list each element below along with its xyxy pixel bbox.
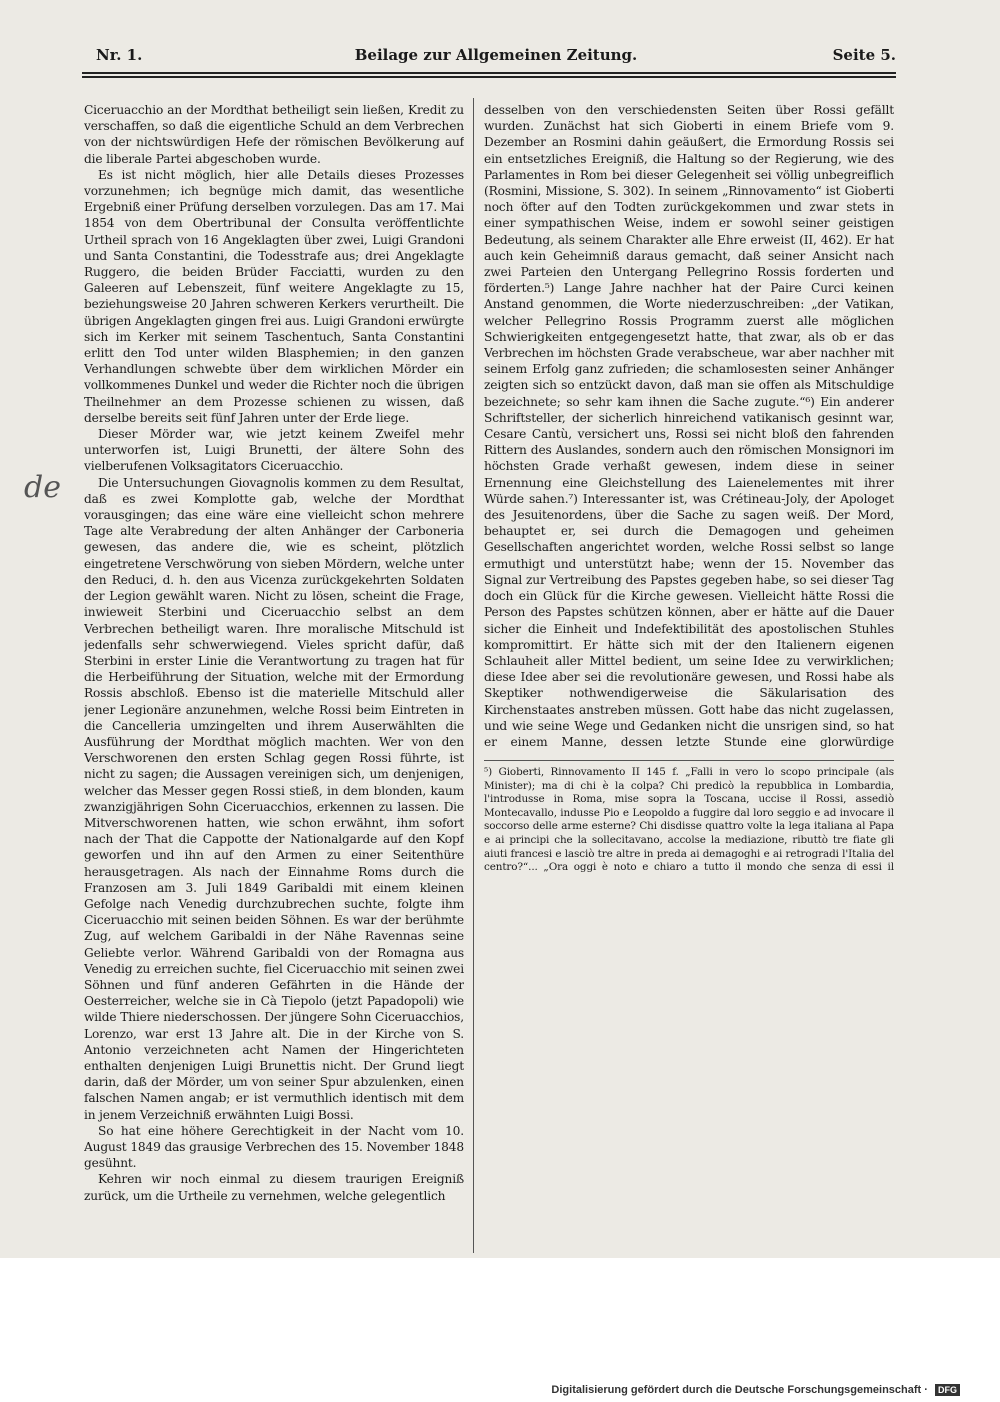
paragraph: desselben von den verschiedensten Seiten über Rossi gefällt wurden. Zunächst hat sich Gioberti in einem Briefe vom 9. Dezember an Rosmini dahin geäußert, die Ermordung Rossis sei ein entsetzliches Ereigniß, die Haltung so der Regierung, wie des Parlamentes in Rom bei dieser Gelegenheit sei völlig unbegreiflich (Rosmini, Missione, S. 302). In seinem „Rinnovamento“ ist Gioberti noch öfter auf den Todten zurückgekommen und zwar stets in einer sympathischen Weise, indem er sowohl seiner geistigen Bedeutung, als seinem Charakter alle Ehre erweist (II, 462). Er hat auch kein Geheimniß daraus gemacht, daß seiner Ansicht nach zwei Parteien den Untergang Pellegrino Rossis forderten und förderten.⁵) Lange Jahre nachher hat der Paire Curci keinen Anstand genommen, die Worte niederzuschreiben: „der Vatikan, welcher Pellegrino Rossis Programm zuerst alle möglichen Schwierigkeiten entgegengesetzt hatte, that zwar, als ob er das Verbrechen im höchsten Grade verabscheue, war aber nachher mit seinem Erfolg ganz zufrieden; die schamlosesten seiner Anhänger zeigten sich so entzückt davon, daß man sie offen als Mitschuldige bezeichnete; so sehr kam ihnen die Sache zugute.“⁶) Ein anderer Schriftsteller, der sicherlich hinreichend vatikanisch gesinnt war, Cesare Cantù, versichert uns, Rossi sei nicht bloß den fahrenden Rittern des Auslandes, sondern auch den römischen Monsignori im höchsten Grade verhaßt gewesen, indem diese in seiner Ernennung eine Gleichstellung des Laienelementes mit ihrer Würde sahen.⁷) Interessanter ist, was Crétineau-Joly, der Apologet des Jesuitenordens, über die Sache zu sagen weiß. Der Mord, behauptet er, sei durch die Demagogen und geheimen Gesellschaften angerichtet worden, welche Rossi selbst so lange ermuthigt und unterstützt habe; wenn der 15. November das Signal zur Vertreibung des Papstes gegeben habe, so sei dieser Tag doch ein Glück für die Kirche gewesen. Vielleicht hätte Rossi die Person des Papstes schützen können, aber er hätte auf die Dauer sicher die Einheit und Indefektibilität des apostolischen Stuhles kompromittirt. Er hätte sich mit der den Italienern eigenen Schlauheit aller Mittel bedient, um seine Idee zu verwirklichen; diese Idee aber sei die revolutionäre gewesen, und Rossi habe als Skeptiker nothwendigerweise die Säkularisation des Kirchenstaates anstreben müssen. Gott habe das nicht zugelassen, und wie seine Wege und Gedanken nicht die unsrigen sind, so hat er einem Manne, dessen letzte Stunde eine glorwürdige: [484, 103, 894, 749]
publication-title: Beilage zur Allgemeinen Zeitung.: [354, 46, 638, 64]
right-column: [484, 102, 894, 752]
paragraph: Dieser Mörder war, wie jetzt keinem Zweifel mehr unterworfen ist, Luigi Brunetti, der ältere Sohn des vielberufenen Volksagitators Ciceruacchio.: [84, 427, 464, 474]
page-number: Seite 5.: [832, 46, 896, 64]
left-column: [84, 102, 464, 1258]
header-rule-bottom: [82, 76, 896, 78]
dfg-logo: DFG: [935, 1384, 960, 1396]
issue-number: Nr. 1.: [96, 46, 143, 64]
running-header: [96, 46, 896, 70]
paragraph: Kehren wir noch einmal zu diesem traurigen Ereigniß zurück, um die Urtheile zu vernehmen, welche gelegentlich: [84, 1172, 464, 1203]
paragraph: Die Untersuchungen Giovagnolis kommen zu dem Resultat, daß es zwei Komplotte gab, welche der Mordthat vorausgingen; das eine wäre eine vielleicht schon mehrere Tage alte Verabredung der alten Anhänger der Carboneria gewesen, das andere die, wie es scheint, plötzlich eingetretene Verschwörung von sieben Mördern, welche unter den Reduci, d. h. den aus Vicenza zurückgekehrten Soldaten der Legion gewählt waren. Nicht zu lösen, scheint die Frage, inwieweit Sterbini und Ciceruacchio selbst an dem Verbrechen betheiligt waren. Ihre moralische Mitschuld ist jedenfalls sehr schwerwiegend. Vieles spricht dafür, daß Sterbini in erster Linie die Verantwortung zu tragen hat für die Herbeiführung der Situation, welche mit der Ermordung Rossis abschloß. Ebenso ist die materielle Mitschuld aller jener Legionäre anzunehmen, welche Rossi beim Eintreten in die Cancelleria umzingelten und ihrem Auserwählten die Ausführung der Mordthat möglich machten. Wer von den Verschworenen den ersten Schlag gegen Rossi führte, ist nicht zu sagen; die Aussagen vereinigen sich, um denjenigen, welcher das Messer gegen Rossi stieß, in dem blonden, kaum zwanzigjährigen Sohn Ciceruacchios, erkennen zu lassen. Die Mitverschworenen hatten, wie schon erwähnt, ihm sofort nach der That die Cappotte der Nationalgarde auf den Kopf geworfen und ihn auf den Armen zu einer Seitenthüre herausgetragen. Als nach der Einnahme Roms durch die Franzosen am 3. Juli 1849 Garibaldi mit einem kleinen Gefolge nach Venedig durchzubrechen suchte, folgte ihm Ciceruacchio mit seinen beiden Söhnen. Es war der berühmte Zug, auf welchem Garibaldi in der Nähe Ravennas seine Geliebte verlor. Während Garibaldi von der Romagna aus Venedig zu erreichen suchte, fiel Ciceruacchio mit seinen zwei Söhnen und fünf anderen Gefährten in die Hände der Oesterreicher, welche sie in Cà Tiepolo (jetzt Papadopoli) wie wilde Thiere niederschossen. Der jüngere Sohn Ciceruacchios, Lorenzo, war erst 13 Jahre alt. Die in der Kirche von S. Antonio verzeichneten acht Namen der Hingerichteten enthalten denjenigen Luigi Brunettis nicht. Der Grund liegt darin, daß der Mörder, um von seiner Spur abzulenken, einen falschen Namen angab; er ist vermuthlich identisch mit dem in jenem Verzeichniß erwähnten Luigi Bossi.: [84, 475, 464, 1122]
bottom-margin: [0, 1258, 1000, 1402]
digitization-credit: [551, 1384, 960, 1396]
paragraph: Ciceruacchio an der Mordthat betheiligt sein ließen, Kredit zu verschaffen, so daß die eigentliche Schuld an dem Verbrechen von der nichtswürdigen Hefe der römischen Bevölkerung auf die liberale Partei abgeschoben wurde.: [84, 103, 464, 166]
paragraph: So hat eine höhere Gerechtigkeit in der Nacht vom 10. August 1849 das grausige Verbrechen des 15. November 1848 gesühnt.: [84, 1123, 464, 1171]
footnote-divider: [484, 760, 894, 761]
header-rule-top: [82, 72, 896, 74]
footnote: ⁵) Gioberti, Rinnovamento II 145 f. „Falli in vero lo scopo principale (als Minister); ma di chi è la colpa? Chi predicò la repubblica in Lombardia, l'introdusse in Roma, mise sopra la Toscana, uccise il Rossi, assediò Montecavallo, indusse Pio e Leopoldo a fuggire dal loro seggio e ad invocare il soccorso delle arme esterne? Chi disdisse quattro volte la lega italiana al Papa e ai principi che la sollecitavano, accolse la mediazione, ributtò tre fiate gli aiuti francesi e lasciò tre altre in preda ai demagoghi e ai retrogradi l'Italia del centro?“... „Ora oggi è noto e chiaro a tutto il mondo che senza di essi il: [484, 766, 894, 874]
credit-text: Digitalisierung gefördert durch die Deutsche Forschungsgemeinschaft ·: [551, 1384, 928, 1396]
handwritten-margin-note: de: [24, 470, 61, 505]
paragraph: Es ist nicht möglich, hier alle Details dieses Prozesses vorzunehmen; ich begnüge mich damit, das wesentliche Ergebniß einer Prüfung derselben vorzulegen. Das am 17. Mai 1854 von dem Obertribunal der Consulta veröffentlichte Urtheil sprach von 16 Angeklagten über zwei, Luigi Grandoni und Santa Constantini, die Todesstrafe aus; drei Angeklagte Ruggero, die beiden Brüder Facciatti, wurden zu den Galeeren auf Lebenszeit, fünf weitere Angeklagte zu 15, beziehungsweise 20 Jahren schweren Kerkers verurtheilt. Die übrigen Angeklagten gingen frei aus. Luigi Grandoni erwürgte sich im Kerker mit seinem Taschentuch, Santa Constantini erlitt den Tod unter wilden Blasphemien; in den ganzen Verhandlungen schwebte über dem wirklichen Mörder ein vollkommenes Dunkel und weder die Richter noch die übrigen Theilnehmer an dem Prozesse schienen zu wissen, daß derselbe bereits seit fünf Jahren unter der Erde liege.: [84, 167, 464, 425]
footnotes: [484, 766, 894, 876]
column-divider: [473, 98, 474, 1253]
